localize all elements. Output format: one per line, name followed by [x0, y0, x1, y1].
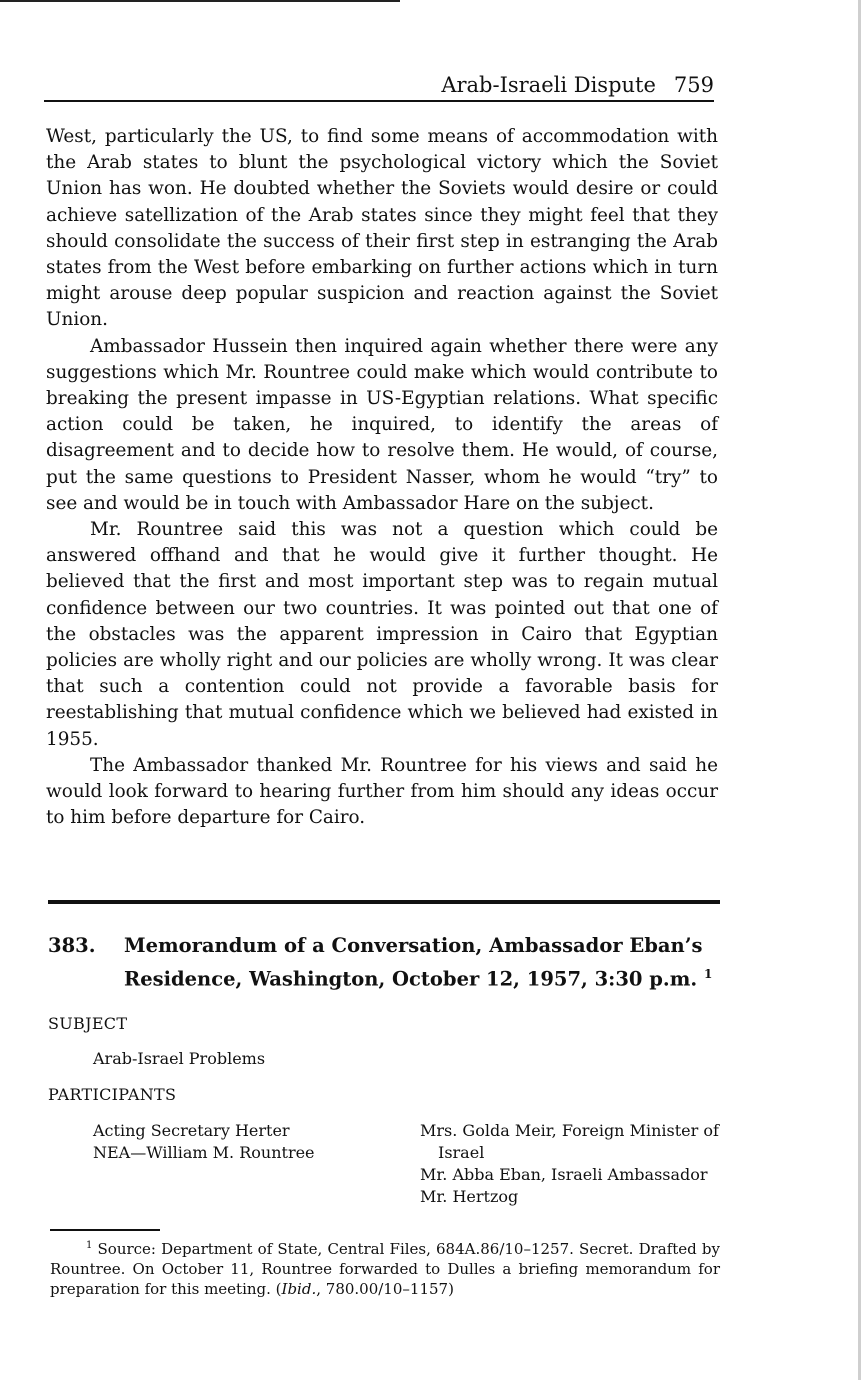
paragraph: The Ambassador thanked Mr. Rountree for his views and said he would look forward to hearing further from him should any ideas occur to him before departure for Cairo. — [46, 754, 718, 829]
document-title-line: Residence, Washington, October 12, 1957, 3:30 p.m. — [124, 967, 698, 991]
footnote-text-end: , 780.00/10–1157) — [316, 1280, 454, 1298]
participant-continuation: Israel — [438, 1143, 485, 1162]
participant: Mrs. Golda Meir, Foreign Minister of — [420, 1121, 719, 1140]
page-top-rule — [0, 0, 400, 2]
body-text — [46, 124, 718, 831]
paragraph: Mr. Rountree said this was not a question which could be answered offhand and that he would give it further thought. He believed that the first and most important step was to regain mutual confidence between our two countries. It was pointed out that one of the obstacles was the apparent impression in Cairo that Egyptian policies are wholly right and our policies are wholly wrong. It was clear that such a contention could not provide a favorable basis for reestablishing that mutual confidence which we believed had existed in 1955. — [46, 519, 718, 750]
participant: Acting Secretary Herter — [93, 1121, 290, 1140]
running-title: Arab-Israeli Dispute — [441, 73, 656, 97]
document-title-line: Memorandum of a Conversation, Ambassador Eban’s — [124, 934, 703, 957]
paragraph: Ambassador Hussein then inquired again whether there were any suggestions which Mr. Rountree could make which would contribute to breaking the present impasse in US-Egyptian relations. What specific action could be taken, he inquired, to identify the areas of disagreement and to decide how to resolve them. He would, of course, put the same questions to President Nasser, whom he would “try” to see and would be in touch with Ambassador Hare on the subject. — [46, 335, 718, 514]
document-number: 383. — [48, 934, 96, 957]
participants-label: PARTICIPANTS — [48, 1085, 177, 1104]
document-title — [124, 932, 720, 994]
section-divider — [48, 900, 720, 904]
paragraph: West, particularly the US, to find some means of accommodation with the Arab states to blunt the psychological victory which the Soviet Union has won. He doubted whether the Soviets would desire or could achieve satellization of the Arab states since they might feel that they should consolidate the success of their first step in estranging the Arab states from the West before embarking on further actions which in turn might arouse deep popular suspicion and reaction against the Soviet Union. — [46, 126, 718, 331]
footnote-ibid: Ibid. — [281, 1280, 317, 1298]
page-number: 759 — [673, 73, 714, 97]
participants-israel — [420, 1120, 719, 1208]
participant: Mr. Abba Eban, Israeli Ambassador — [420, 1165, 708, 1184]
footnote-rule — [50, 1229, 160, 1231]
running-header — [44, 70, 714, 102]
footnote-marker: 1 — [86, 1240, 93, 1251]
document-heading — [48, 932, 720, 994]
participants-us — [93, 1120, 315, 1164]
subject-label: SUBJECT — [48, 1014, 128, 1033]
participant: NEA—William M. Rountree — [93, 1143, 315, 1162]
footnote-text: Source: Department of State, Central Files, 684A.86/10–1257. Secret. Drafted by Rountree. On October 11, Rountree forwarded to Dulles a briefing memorandum for preparation for this meeting. ( — [50, 1240, 720, 1298]
subject-value: Arab-Israel Problems — [93, 1049, 266, 1068]
footnote — [50, 1236, 720, 1299]
participant: Mr. Hertzog — [420, 1187, 519, 1206]
footnote-reference: 1 — [703, 967, 713, 981]
